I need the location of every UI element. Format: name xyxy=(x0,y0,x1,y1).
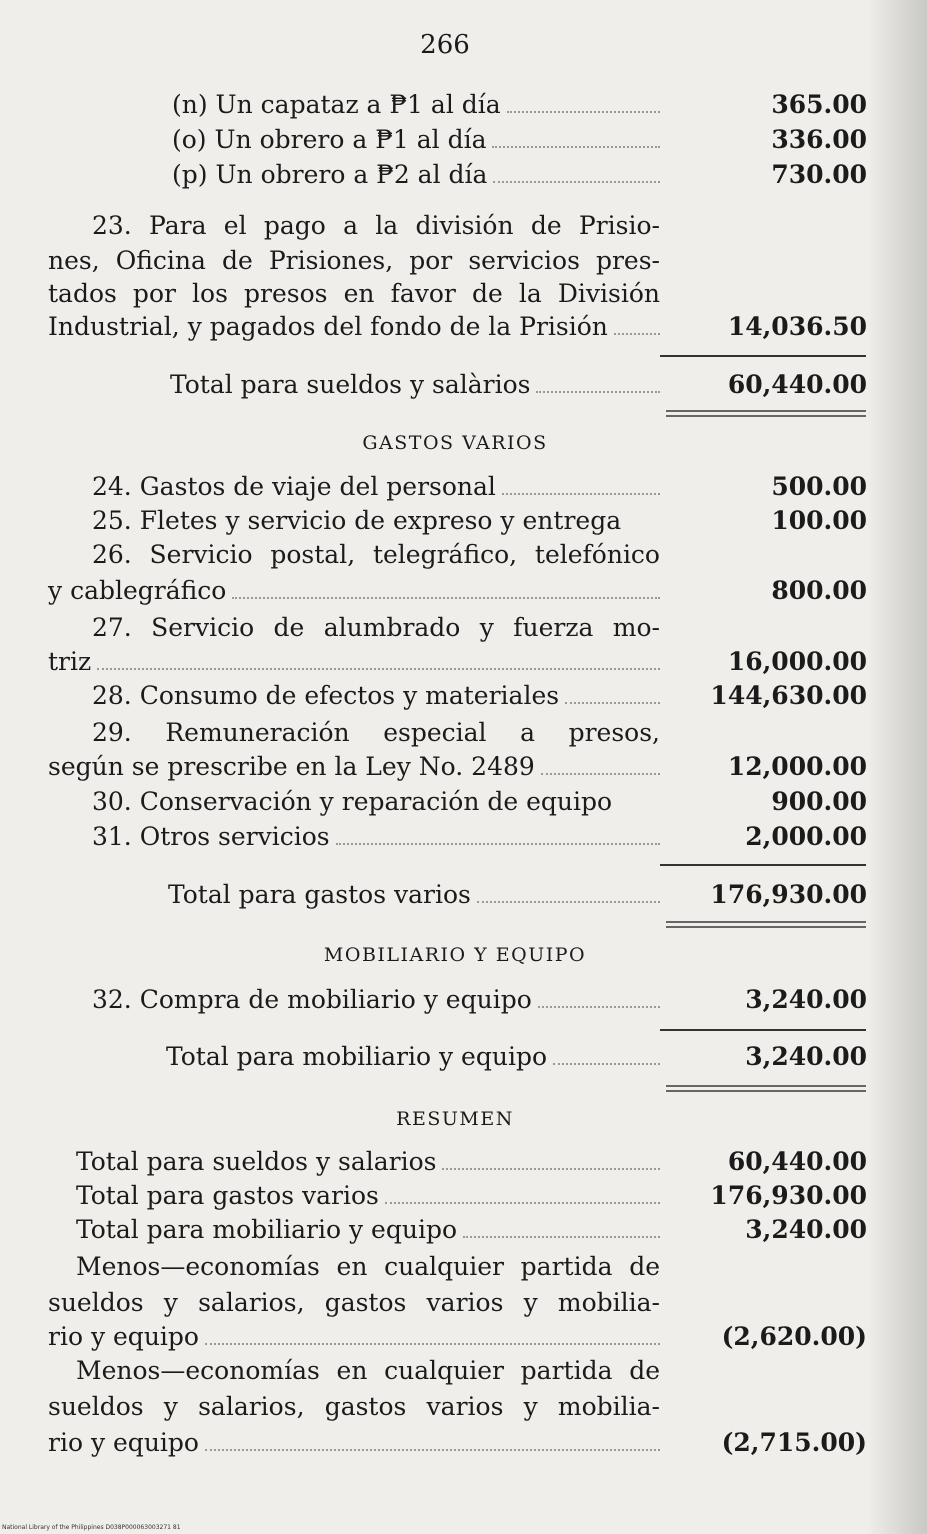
amount-item-n: 365.00 xyxy=(771,90,867,119)
line-total-gastos: Total para gastos varios xyxy=(48,880,660,910)
line-menos-2-c: rio y equipo xyxy=(48,1428,660,1458)
line-item-32: 32. Compra de mobiliario y equipo xyxy=(48,985,660,1015)
line-menos-1-c: rio y equipo xyxy=(48,1322,660,1352)
page-number: 266 xyxy=(420,30,470,60)
amount-item-o: 336.00 xyxy=(771,125,867,154)
amount-item-30: 900.00 xyxy=(771,787,867,816)
line-item-o: (o) Un obrero a ₱1 al día xyxy=(48,125,660,155)
line-item-28: 28. Consumo de efectos y materiales xyxy=(48,681,660,711)
line-item-23-c: tados por los presos en favor de la División xyxy=(48,279,660,308)
line-resumen-gastos: Total para gastos varios xyxy=(48,1181,660,1211)
line-item-26-b: y cablegráfico xyxy=(48,576,660,606)
line-resumen-sueldos: Total para sueldos y salarios xyxy=(48,1147,660,1177)
line-item-23-d: Industrial, y pagados del fondo de la Prisión xyxy=(48,312,660,342)
line-item-n: (n) Un capataz a ₱1 al día xyxy=(48,90,660,120)
amount-item-25: 100.00 xyxy=(771,506,867,535)
amount-item-32: 3,240.00 xyxy=(745,985,867,1014)
line-item-23-a: 23. Para el pago a la división de Prisio- xyxy=(92,211,660,240)
subtotal-rule xyxy=(660,1029,866,1031)
total-double-rule xyxy=(666,1085,866,1092)
total-double-rule xyxy=(666,921,866,928)
line-item-27-a: 27. Servicio de alumbrado y fuerza mo- xyxy=(92,613,660,642)
line-item-24: 24. Gastos de viaje del personal xyxy=(48,472,660,502)
line-menos-1-b: sueldos y salarios, gastos varios y mobilia- xyxy=(48,1288,660,1317)
heading-gastos-varios: GASTOS VARIOS xyxy=(362,432,548,454)
line-item-29-a: 29. Remuneración especial a presos, xyxy=(92,718,660,747)
amount-item-p: 730.00 xyxy=(771,160,867,189)
line-total-sueldos: Total para sueldos y salàrios xyxy=(48,370,660,400)
line-menos-2-a: Menos—economías en cualquier partida de xyxy=(76,1356,660,1385)
subtotal-rule xyxy=(660,864,866,866)
amount-item-31: 2,000.00 xyxy=(745,822,867,851)
heading-resumen: RESUMEN xyxy=(396,1108,514,1130)
amount-item-28: 144,630.00 xyxy=(710,681,867,710)
amount-item-27: 16,000.00 xyxy=(727,647,867,676)
amount-item-24: 500.00 xyxy=(771,472,867,501)
heading-mobiliario: MOBILIARIO Y EQUIPO xyxy=(323,944,587,966)
line-item-29-b: según se prescribe en la Ley No. 2489 xyxy=(48,752,660,782)
line-item-26-a: 26. Servicio postal, telegráfico, telefónico xyxy=(92,540,660,569)
amount-item-29: 12,000.00 xyxy=(727,752,867,781)
line-item-25: 25. Fletes y servicio de expreso y entrega xyxy=(92,506,622,535)
amount-total-gastos: 176,930.00 xyxy=(710,880,867,909)
line-total-mobiliario: Total para mobiliario y equipo xyxy=(48,1042,660,1072)
amount-total-sueldos: 60,440.00 xyxy=(727,370,867,399)
line-item-27-b: triz xyxy=(48,647,660,677)
scan-footer: National Library of the Philippines D038P000063003271 81 xyxy=(2,1524,181,1531)
line-item-30: 30. Conservación y reparación de equipo xyxy=(92,787,613,816)
amount-item-23: 14,036.50 xyxy=(727,312,867,341)
amount-resumen-gastos: 176,930.00 xyxy=(710,1181,867,1210)
line-item-23-b: nes, Oficina de Prisiones, por servicios pres- xyxy=(48,246,660,275)
line-item-31: 31. Otros servicios xyxy=(48,822,660,852)
amount-total-mobiliario: 3,240.00 xyxy=(745,1042,867,1071)
line-menos-2-b: sueldos y salarios, gastos varios y mobilia- xyxy=(48,1392,660,1421)
amount-resumen-mobiliario: 3,240.00 xyxy=(745,1215,867,1244)
line-resumen-mobiliario: Total para mobiliario y equipo xyxy=(48,1215,660,1245)
amount-item-26: 800.00 xyxy=(771,576,867,605)
amount-menos-1: (2,620.00) xyxy=(721,1322,867,1351)
line-item-p: (p) Un obrero a ₱2 al día xyxy=(48,160,660,190)
total-double-rule xyxy=(666,410,866,417)
line-menos-1-a: Menos—economías en cualquier partida de xyxy=(76,1252,660,1281)
subtotal-rule xyxy=(660,355,866,357)
amount-resumen-sueldos: 60,440.00 xyxy=(727,1147,867,1176)
amount-menos-2: (2,715.00) xyxy=(721,1428,867,1457)
